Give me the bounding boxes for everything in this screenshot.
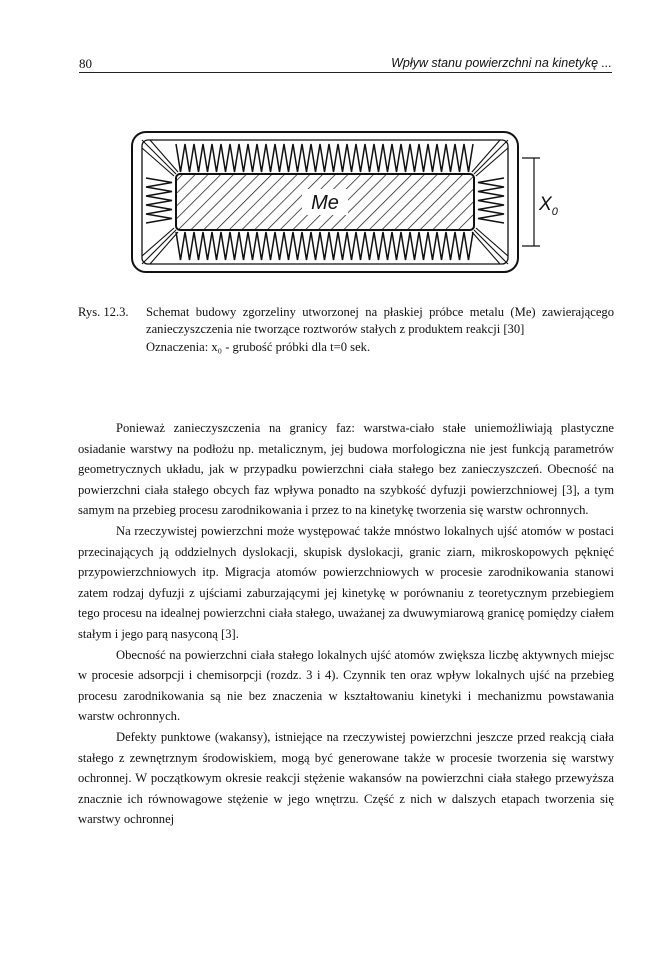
bottom-zigzag-line bbox=[176, 232, 473, 260]
bottom-grain-zigzag bbox=[176, 232, 473, 260]
paragraph-4: Defekty punktowe (wakansy), istniejące na rzeczywistej powierzchni jeszcze przed reakcją ciała stałego z zewnętrznym środowiskiem, mogą być generowane także w procesie tworzenia się warstwy ochronnej. W początkowym okresie reakcji stężenie wakansów na powierzchni ciała stałego przewyższa znacznie ich równowagowe stężenie w jego wnętrzu. Część z nich w dalszych etapach tworzenia się warstwy ochronnej bbox=[78, 729, 614, 827]
thickness-dimension bbox=[522, 158, 540, 246]
left-zigzag-line bbox=[146, 178, 172, 223]
page-number: 80 bbox=[79, 56, 92, 71]
top-zigzag-line bbox=[176, 144, 473, 172]
paragraph-2: Na rzeczywistej powierzchni może występować także mnóstwo lokalnych ujść atomów w postaci przecinających ją oddzielnych dyslokacji, skupisk dyslokacji, granic ziarn, mikroskopowych pęknięć przypowierzchniowych itp. Migracja atomów powierzchniowych w procesie zarodnikowania stanowi zatem rodzaj dyfuzji z ujściami zaburzającymi jej kinetykę w porównaniu z teoretycznym przebiegiem tego procesu na idealnej powierzchni ciała stałego, uważanej za dwuwymiarową granicę pomiędzy ciałem stałym i jego parą nasyconą [3]. bbox=[78, 523, 614, 641]
caption-body bbox=[146, 304, 614, 356]
body-text bbox=[78, 418, 614, 830]
running-title: Wpływ stanu powierzchni na kinetykę ... bbox=[391, 56, 612, 70]
header-rule bbox=[79, 72, 612, 73]
paragraph-3: Obecność na powierzchni ciała stałego lokalnych ujść atomów zwiększa liczbę aktywnych miejsc w procesie adsorpcji i chemisorpcji (rozdz. 3 i 4). Czynnik ten oraz wpływ lokalnych ujść na przebieg procesu zarodnikowania są nie bez znaczenia w kształtowaniu kinetyki i mechanizmu powstawania warstw ochronnych. bbox=[78, 647, 614, 724]
metal-label: Me bbox=[311, 192, 339, 214]
caption-text: Schemat budowy zgorzeliny utworzonej na płaskiej próbce metalu (Me) zawierającego zanieczyszczenia nie tworzące roztworów stałych z produktem reakcji [30] bbox=[146, 305, 614, 337]
thickness-subscript: 0 bbox=[551, 206, 558, 218]
caption-label: Rys. 12.3. bbox=[78, 305, 129, 319]
scale-schematic-svg bbox=[120, 122, 560, 282]
thickness-label bbox=[538, 194, 559, 218]
right-grain-zigzag bbox=[478, 178, 504, 223]
right-zigzag-line bbox=[478, 178, 504, 223]
thickness-symbol: X bbox=[539, 194, 552, 215]
top-grain-zigzag bbox=[176, 144, 473, 172]
scale-schematic-figure bbox=[120, 122, 560, 282]
left-grain-zigzag bbox=[146, 178, 172, 223]
caption-notes: Oznaczenia: x₀ - grubość próbki dla t=0 sek. bbox=[146, 339, 371, 354]
paragraph-1: Ponieważ zanieczyszczenia na granicy faz: warstwa-ciało stałe uniemożliwiają plastyczne osiadanie warstwy na podłożu np. metalicznym, jej budowa morfologiczna nie jest funkcją parametrów geometrycznych układu, jak w przypadku powierzchni ciała stałego bez zanieczyszczeń. Obecność na powierzchni ciała stałego obcych faz wpływa ponadto na szybkość dyfuzji powierzchniowej [3], a tym samym na przebieg procesu zarodnikowania i przez to na kinetykę tworzenia się warstw ochronnych. bbox=[78, 421, 614, 518]
